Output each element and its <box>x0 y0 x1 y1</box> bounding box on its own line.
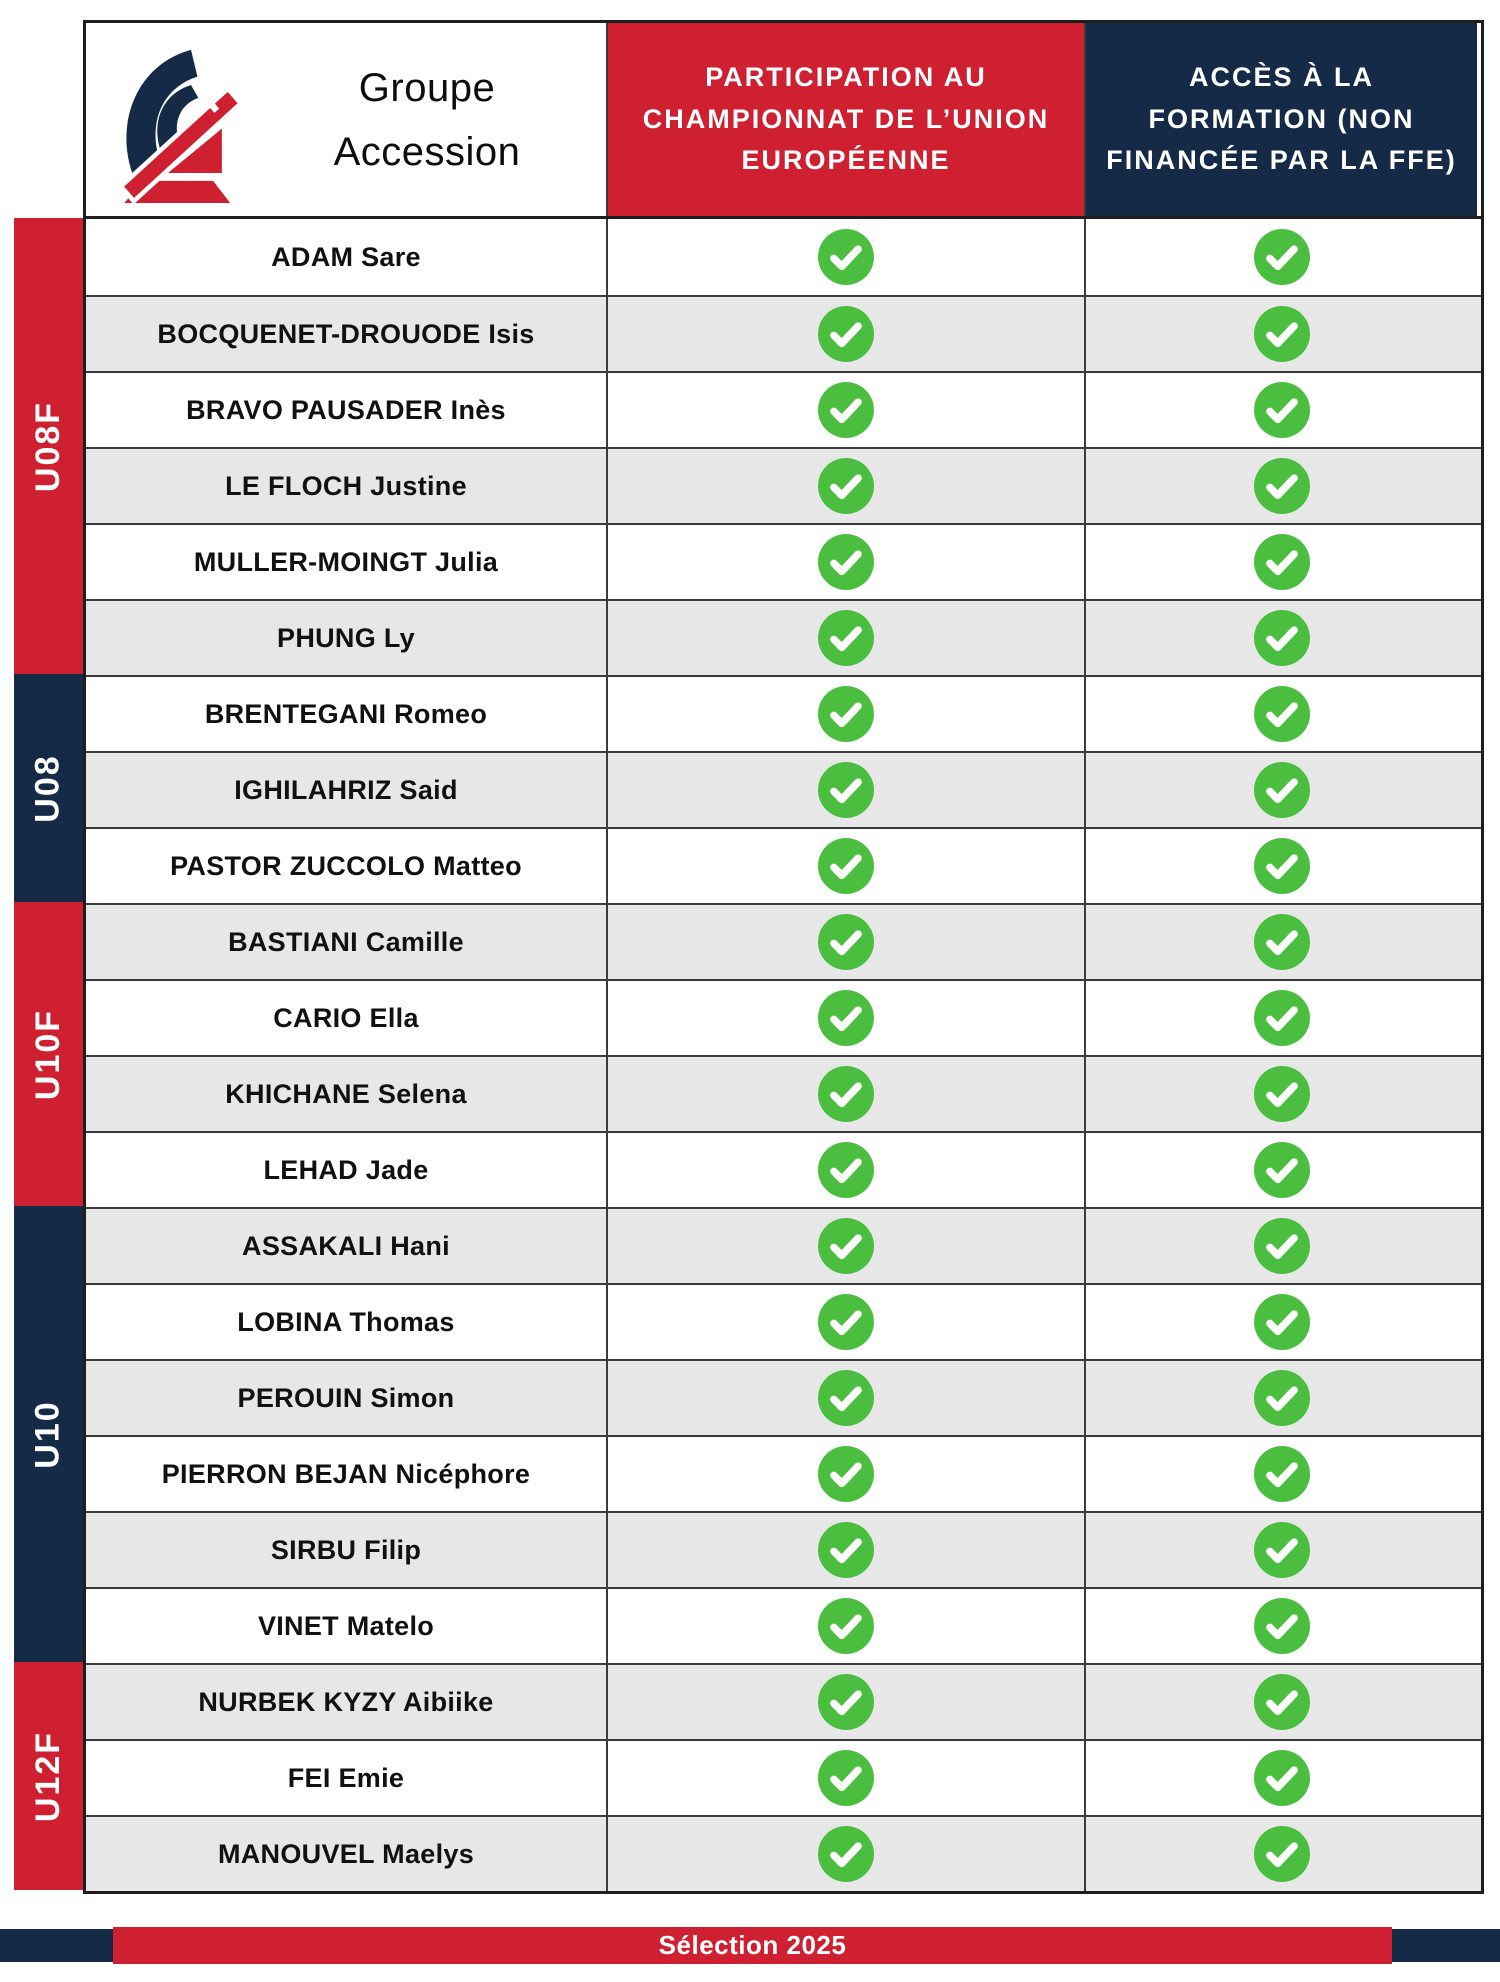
player-name: PASTOR ZUCCOLO Matteo <box>170 850 522 881</box>
table-row <box>86 1435 1481 1511</box>
group-bands <box>14 218 83 1890</box>
formation-cell <box>1084 1285 1477 1359</box>
check-circle-icon <box>1254 1826 1310 1882</box>
participation-cell <box>606 1665 1084 1739</box>
participation-cell <box>606 829 1084 903</box>
participation-cell <box>606 1285 1084 1359</box>
table-row <box>86 903 1481 979</box>
check-circle-icon <box>1254 1598 1310 1654</box>
column-header-participation-label: PARTICIPATION AU CHAMPIONNAT DE L’UNION EUROPÉENNE <box>642 61 1050 176</box>
table-row <box>86 1511 1481 1587</box>
table-row <box>86 1815 1481 1891</box>
player-name: PHUNG Ly <box>277 622 415 653</box>
check-circle-icon <box>818 1066 874 1122</box>
group-band <box>14 1662 83 1890</box>
participation-cell <box>606 1133 1084 1207</box>
table-header <box>86 23 1481 219</box>
check-circle-icon <box>818 534 874 590</box>
check-circle-icon <box>818 1598 874 1654</box>
table-row <box>86 447 1481 523</box>
participation-cell <box>606 1817 1084 1891</box>
player-name: FEI Emie <box>287 1762 405 1793</box>
player-name: ADAM Sare <box>271 241 421 272</box>
player-name: LE FLOCH Justine <box>225 470 467 501</box>
check-circle-icon <box>1254 838 1310 894</box>
table-row <box>86 1207 1481 1283</box>
table-row <box>86 219 1481 295</box>
participation-cell <box>606 601 1084 675</box>
player-name: LEHAD Jade <box>263 1154 429 1185</box>
check-circle-icon <box>1254 1674 1310 1730</box>
player-name: MANOUVEL Maelys <box>217 1838 475 1869</box>
player-name: PIERRON BEJAN Nicéphore <box>161 1458 531 1489</box>
participation-cell <box>606 1361 1084 1435</box>
group-label: U10 <box>29 1399 67 1469</box>
table-row <box>86 1587 1481 1663</box>
formation-cell <box>1084 829 1477 903</box>
player-name: BOCQUENET-DROUODE Isis <box>157 318 535 349</box>
table-row <box>86 1055 1481 1131</box>
player-name: MULLER-MOINGT Julia <box>193 546 499 577</box>
brand-title-line1: Groupe <box>358 65 496 110</box>
participation-cell <box>606 1209 1084 1283</box>
check-circle-icon <box>1254 1142 1310 1198</box>
check-circle-icon <box>818 914 874 970</box>
formation-cell <box>1084 1741 1477 1815</box>
participation-cell <box>606 297 1084 371</box>
participation-cell <box>606 1741 1084 1815</box>
player-name: CARIO Ella <box>273 1002 419 1033</box>
player-name: SIRBU Filip <box>270 1534 422 1565</box>
brand-title <box>258 56 606 184</box>
player-name: BASTIANI Camille <box>228 926 464 957</box>
check-circle-icon <box>1254 762 1310 818</box>
table-row <box>86 979 1481 1055</box>
column-header-participation <box>606 23 1084 216</box>
selection-table <box>83 20 1484 1894</box>
formation-cell <box>1084 1361 1477 1435</box>
table-row <box>86 1283 1481 1359</box>
player-name: IGHILAHRIZ Said <box>234 774 458 805</box>
check-circle-icon <box>1254 229 1310 285</box>
check-circle-icon <box>1254 686 1310 742</box>
column-header-formation-label: ACCÈS À LA FORMATION (NON FINANCÉE PAR LA FFE) <box>1106 61 1457 176</box>
participation-cell <box>606 905 1084 979</box>
participation-cell <box>606 1057 1084 1131</box>
check-circle-icon <box>1254 1218 1310 1274</box>
formation-cell <box>1084 297 1477 371</box>
player-name: KHICHANE Selena <box>225 1078 467 1109</box>
participation-cell <box>606 981 1084 1055</box>
participation-cell <box>606 677 1084 751</box>
check-circle-icon <box>818 1446 874 1502</box>
check-circle-icon <box>818 1142 874 1198</box>
formation-cell <box>1084 677 1477 751</box>
group-label: U08F <box>29 400 68 492</box>
check-circle-icon <box>818 1522 874 1578</box>
formation-cell <box>1084 905 1477 979</box>
group-band <box>14 218 83 674</box>
participation-cell <box>606 373 1084 447</box>
player-name: ASSAKALI Hani <box>242 1230 450 1261</box>
check-circle-icon <box>818 229 874 285</box>
check-circle-icon <box>818 762 874 818</box>
check-circle-icon <box>1254 534 1310 590</box>
table-row <box>86 1663 1481 1739</box>
table-row <box>86 751 1481 827</box>
table-row <box>86 1359 1481 1435</box>
table-row <box>86 1739 1481 1815</box>
check-circle-icon <box>818 1370 874 1426</box>
check-circle-icon <box>818 610 874 666</box>
fencing-club-logo-icon <box>100 37 258 203</box>
footer-red-bar <box>113 1927 1392 1964</box>
group-band <box>14 1206 83 1662</box>
check-circle-icon <box>818 306 874 362</box>
group-band <box>14 674 83 902</box>
table-row <box>86 295 1481 371</box>
check-circle-icon <box>1254 1446 1310 1502</box>
check-circle-icon <box>818 382 874 438</box>
table-row <box>86 675 1481 751</box>
check-circle-icon <box>818 1826 874 1882</box>
check-circle-icon <box>1254 990 1310 1046</box>
check-circle-icon <box>818 1294 874 1350</box>
check-circle-icon <box>1254 306 1310 362</box>
table-row <box>86 523 1481 599</box>
check-circle-icon <box>1254 610 1310 666</box>
formation-cell <box>1084 1817 1477 1891</box>
check-circle-icon <box>818 1674 874 1730</box>
formation-cell <box>1084 219 1477 295</box>
formation-cell <box>1084 1133 1477 1207</box>
table-row <box>86 827 1481 903</box>
group-label: U08 <box>29 753 67 823</box>
formation-cell <box>1084 753 1477 827</box>
formation-cell <box>1084 1057 1477 1131</box>
formation-cell <box>1084 1209 1477 1283</box>
formation-cell <box>1084 601 1477 675</box>
formation-cell <box>1084 525 1477 599</box>
column-header-formation <box>1084 23 1477 216</box>
participation-cell <box>606 753 1084 827</box>
player-name: PEROUIN Simon <box>237 1382 455 1413</box>
check-circle-icon <box>818 686 874 742</box>
check-circle-icon <box>1254 1066 1310 1122</box>
participation-cell <box>606 1589 1084 1663</box>
group-band <box>14 902 83 1206</box>
brand-header-cell <box>86 23 606 216</box>
formation-cell <box>1084 373 1477 447</box>
player-name: LOBINA Thomas <box>237 1306 455 1337</box>
player-name: NURBEK KYZY Aibiike <box>198 1686 494 1717</box>
check-circle-icon <box>1254 1294 1310 1350</box>
formation-cell <box>1084 1589 1477 1663</box>
group-label: U12F <box>29 1730 68 1822</box>
player-name: VINET Matelo <box>257 1610 435 1641</box>
footer-label: Sélection 2025 <box>658 1930 847 1960</box>
table-row <box>86 371 1481 447</box>
check-circle-icon <box>1254 914 1310 970</box>
participation-cell <box>606 449 1084 523</box>
brand-title-line2: Accession <box>333 129 521 174</box>
check-circle-icon <box>1254 1370 1310 1426</box>
participation-cell <box>606 1513 1084 1587</box>
table-row <box>86 599 1481 675</box>
check-circle-icon <box>1254 382 1310 438</box>
player-name: BRENTEGANI Romeo <box>204 698 488 729</box>
table-row <box>86 1131 1481 1207</box>
formation-cell <box>1084 449 1477 523</box>
formation-cell <box>1084 1513 1477 1587</box>
group-label: U10F <box>29 1008 68 1100</box>
formation-cell <box>1084 981 1477 1055</box>
check-circle-icon <box>818 1750 874 1806</box>
check-circle-icon <box>818 838 874 894</box>
formation-cell <box>1084 1437 1477 1511</box>
check-circle-icon <box>1254 1750 1310 1806</box>
check-circle-icon <box>818 990 874 1046</box>
participation-cell <box>606 219 1084 295</box>
formation-cell <box>1084 1665 1477 1739</box>
player-name: BRAVO PAUSADER Inès <box>186 394 506 425</box>
check-circle-icon <box>1254 1522 1310 1578</box>
check-circle-icon <box>818 1218 874 1274</box>
participation-cell <box>606 525 1084 599</box>
check-circle-icon <box>1254 458 1310 514</box>
participation-cell <box>606 1437 1084 1511</box>
check-circle-icon <box>818 458 874 514</box>
table-body <box>86 219 1481 1891</box>
